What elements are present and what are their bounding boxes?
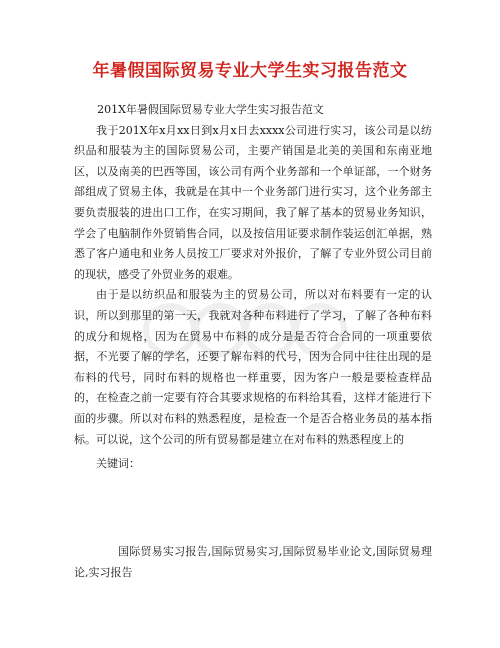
document-subtitle: 201X年暑假国际贸易专业大学生实习报告范文 — [97, 103, 324, 116]
paragraph-1: 我于201X年x月xx日到x月x日去xxxx公司进行实习，该公司是以纺织品和服装为主的国际贸易公司，主要产销国是北美的美国和东南亚地区，以及南美的巴西等国，该公司有两个业务部和一个单证部，一个财务部组成了贸易主体，我就是在其中一个业务部门进行实习，这个业务部主要负责服装的进出口工作，在实习期间，我了解了基本的贸易业务知识，学会了电脑制作外贸销售合同，以及按信用证要求制作装运创汇单据，熟悉了客户通电和业务人员按工厂要求对外报价，了解了专业外贸公司目前的现状，感受了外贸业务的艰难。 — [74, 123, 432, 281]
watermark-icon — [140, 300, 380, 360]
keywords-label: 关键词： — [96, 457, 140, 471]
keywords-list: 国际贸易实习报告,国际贸易实习,国际贸易毕业论文,国际贸易理论,实习报告 — [74, 545, 432, 579]
document-title: 年暑假国际贸易专业大学生实习报告范文 — [92, 61, 408, 81]
paragraph-2: 由于是以纺织品和服装为主的贸易公司，所以对布料要有一定的认识，所以到那里的第一天，我就对各种布料进行了学习，了解了各种布料的成分和规格，因为在贸易中布料的成分是是否符合合同的一项重要依据，不光要了解的学名，还要了解布料的代号，因为合同中往往出现的是布料的代号，同时布料的规格也一样重要，因为客户一般是要检查样品的，在检查之前一定要有符合其要求规格的布料给其看，这样才能进行下面的步骤。所以对布料的熟悉程度，是检查一个是否合格业务员的基本指标。可以说，这个公司的所有贸易都是建立在对布料的熟悉程度上的 — [74, 288, 432, 446]
document-body — [74, 100, 432, 475]
